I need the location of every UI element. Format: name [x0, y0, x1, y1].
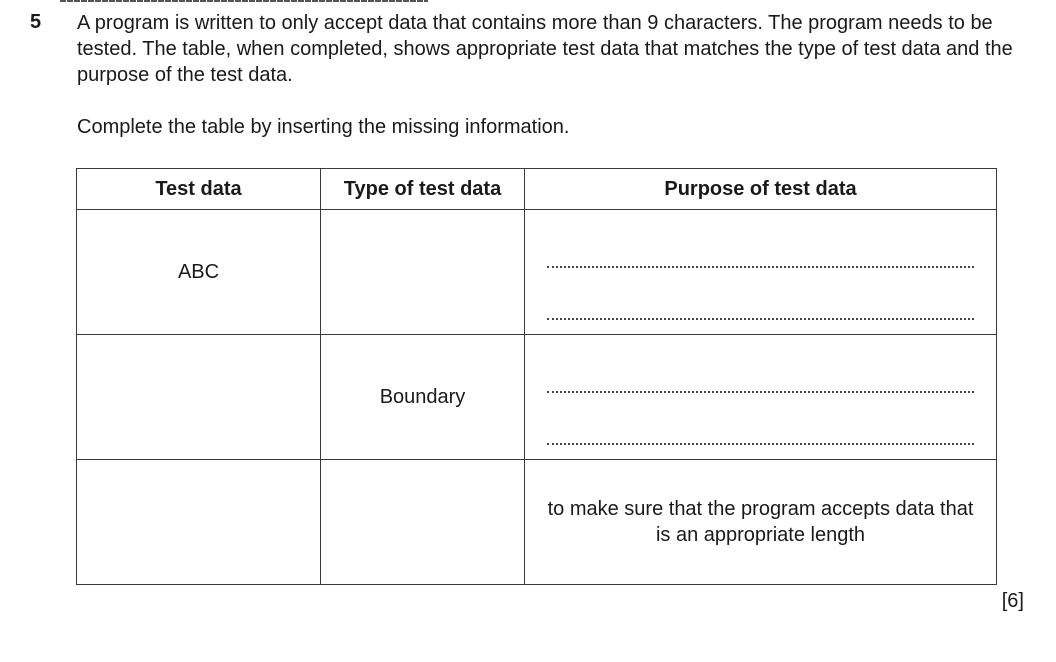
cell-test-data: ABC: [77, 210, 321, 335]
header-type-of-test-data: Type of test data: [321, 169, 525, 210]
answer-dotted-line: [547, 443, 974, 445]
cell-type: Boundary: [321, 335, 525, 460]
header-purpose-of-test-data: Purpose of test data: [525, 169, 997, 210]
cell-type-answer-space[interactable]: [321, 460, 525, 585]
table-row: [77, 335, 997, 460]
question-stem: A program is written to only accept data that contains more than 9 characters. The program needs to be tested. The table, when completed, shows appropriate test data that matches the type of test data and the purpose of the test data.: [77, 12, 1013, 86]
cell-type-answer-space[interactable]: [321, 210, 525, 335]
cell-test-data-answer-space[interactable]: [77, 460, 321, 585]
question-number: 5: [30, 11, 42, 33]
cell-test-data-answer-space[interactable]: [77, 335, 321, 460]
page-top-rule: [60, 0, 428, 2]
question-instruction: Complete the table by inserting the missing information.: [77, 116, 570, 138]
answer-dotted-line: [547, 318, 974, 320]
answer-table: [76, 168, 997, 585]
answer-dotted-line: [547, 391, 974, 393]
table-row: [77, 460, 997, 585]
cell-purpose-answer-space[interactable]: [525, 210, 997, 335]
header-test-data: Test data: [77, 169, 321, 210]
answer-dotted-line: [547, 266, 974, 268]
table-header-row: [77, 169, 997, 210]
cell-purpose: [525, 460, 997, 585]
table-row: [77, 210, 997, 335]
cell-purpose-answer-space[interactable]: [525, 335, 997, 460]
purpose-text: to make sure that the program accepts data that is an appropriate length: [547, 498, 974, 546]
marks-label: [6]: [1001, 590, 1024, 612]
